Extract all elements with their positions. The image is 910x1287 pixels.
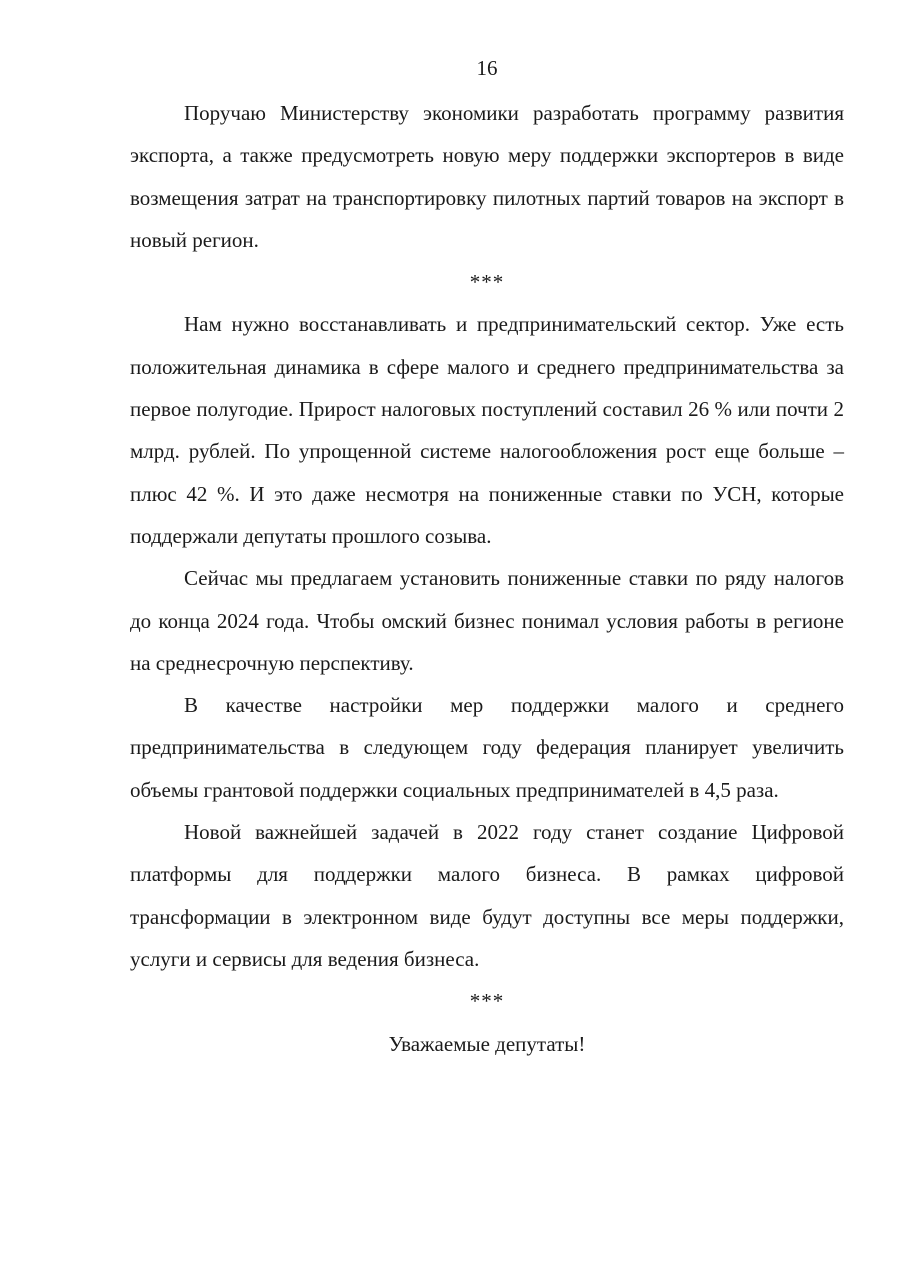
page-number: 16 — [476, 56, 498, 80]
section-separator: *** — [469, 270, 505, 295]
paragraph-export-program: Поручаю Министерству экономики разработать программу развития экспорта, а также предусмотреть новую меру поддержки экспортеров в виде возмещения затрат на транспортировку пилотных партий товаров на экспорт в новый регион. — [130, 101, 844, 252]
section-separator: *** — [469, 989, 505, 1014]
paragraph-entrepreneurship-sector: Нам нужно восстанавливать и предпринимательский сектор. Уже есть положительная динамика в сфере малого и среднего предпринимательства за первое полугодие. Прирост налоговых поступлений составил 26 % или почти 2 млрд. рублей. По упрощенной системе налогообложения рост еще больше – плюс 42 %. И это даже несмотря на пониженные ставки по УСН, которые поддержали депутаты прошлого созыва. — [130, 312, 844, 548]
paragraph-reduced-tax-rates: Сейчас мы предлагаем установить пониженные ставки по ряду налогов до конца 2024 года. Чтобы омский бизнес понимал условия работы в регионе на среднесрочную перспективу. — [130, 566, 844, 675]
paragraph-grant-support: В качестве настройки мер поддержки малого и среднего предпринимательства в следующем году федерация планирует увеличить объемы грантовой поддержки социальных предпринимателей в 4,5 раза. — [130, 693, 844, 802]
document-body — [130, 92, 844, 1065]
paragraph-digital-platform: Новой важнейшей задачей в 2022 году станет создание Цифровой платформы для поддержки малого бизнеса. В рамках цифровой трансформации в электронном виде будут доступны все меры поддержки, услуги и сервисы для ведения бизнеса. — [130, 820, 844, 971]
address-heading: Уважаемые депутаты! — [388, 1031, 586, 1056]
